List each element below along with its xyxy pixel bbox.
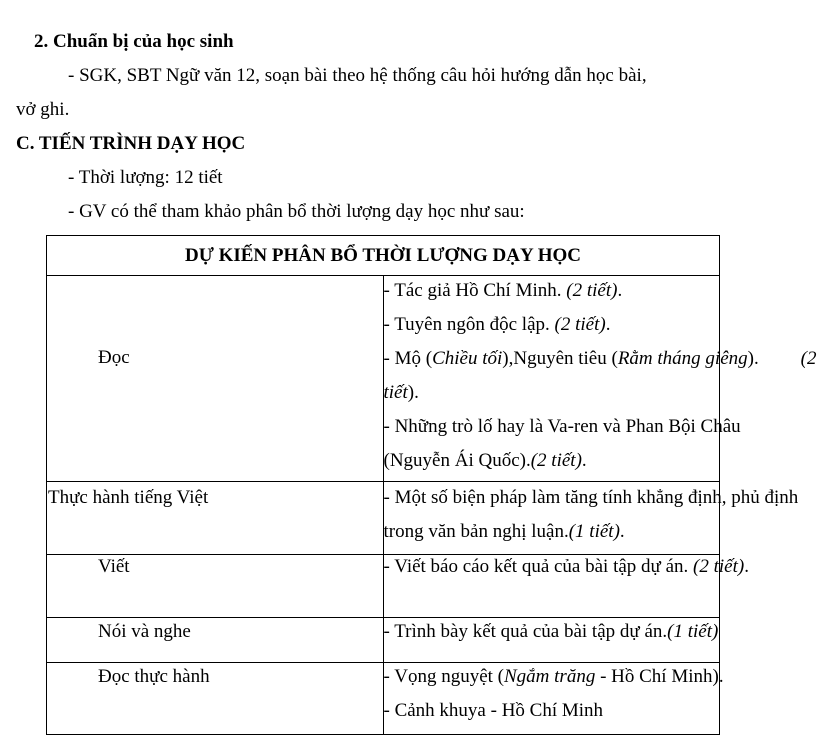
section-heading-student-prep: 2. Chuẩn bị của học sinh (34, 31, 234, 52)
list-item: - Những trò lố hay là Va-ren và Phan Bội Châu (383, 416, 741, 437)
row-label: Viết (98, 556, 130, 577)
row-label-cell (47, 663, 384, 735)
row-label: Nói và nghe (98, 621, 191, 642)
table-row (47, 555, 720, 618)
section-heading-c: C. TIẾN TRÌNH DẠY HỌC (16, 133, 246, 154)
list-item: - Một số biện pháp làm tăng tính khẳng định, phủ định (383, 487, 799, 508)
list-item: - Vọng nguyệt (Ngắm trăng - Hồ Chí Minh). (383, 666, 724, 687)
table-row (47, 276, 720, 482)
table-row (47, 618, 720, 663)
row-content-cell (383, 276, 817, 482)
row-content-cell (383, 618, 720, 663)
time-allocation-table (46, 235, 817, 735)
duration-line: - Thời lượng: 12 tiết (68, 167, 223, 188)
row-content-cell (383, 663, 724, 735)
list-item: - Trình bày kết quả của bài tập dự án.(1 tiết) (383, 621, 719, 642)
list-item: - Viết báo cáo kết quả của bài tập dự án. (2 tiết). (383, 556, 749, 577)
list-item: - Tác giả Hồ Chí Minh. (2 tiết). (383, 280, 623, 301)
row-label-cell (47, 276, 384, 482)
allocation-note: - GV có thể tham khảo phân bổ thời lượng dạy học như sau: (68, 201, 525, 222)
list-item-continuation: (Nguyễn Ái Quốc).(2 tiết). (383, 450, 587, 471)
list-item-continuation: tiết). (383, 382, 419, 403)
row-label: Đọc (98, 347, 130, 368)
row-label-cell (47, 482, 384, 555)
table-row (47, 663, 720, 735)
list-item: - Cảnh khuya - Hồ Chí Minh (383, 700, 604, 721)
table-row (47, 482, 720, 555)
list-item: - Mộ (Chiều tối),Nguyên tiêu (Rằm tháng giêng). (2 (383, 348, 817, 369)
student-prep-line-2: vở ghi. (16, 99, 70, 120)
student-prep-line-1: - SGK, SBT Ngữ văn 12, soạn bài theo hệ thống câu hỏi hướng dẫn học bài, (68, 65, 647, 86)
row-label-cell (47, 555, 384, 618)
row-label: Thực hành tiếng Việt (48, 487, 209, 508)
row-content-cell (383, 555, 749, 618)
row-label: Đọc thực hành (98, 666, 210, 687)
table-title-row (47, 236, 720, 276)
row-content-cell (383, 482, 799, 555)
table-title-cell (47, 236, 720, 276)
row-label-cell (47, 618, 384, 663)
table-title: DỰ KIẾN PHÂN BỔ THỜI LƯỢNG DẠY HỌC (184, 244, 582, 266)
list-item: - Tuyên ngôn độc lập. (2 tiết). (383, 314, 611, 335)
list-item-continuation: trong văn bản nghị luận.(1 tiết). (383, 521, 625, 542)
